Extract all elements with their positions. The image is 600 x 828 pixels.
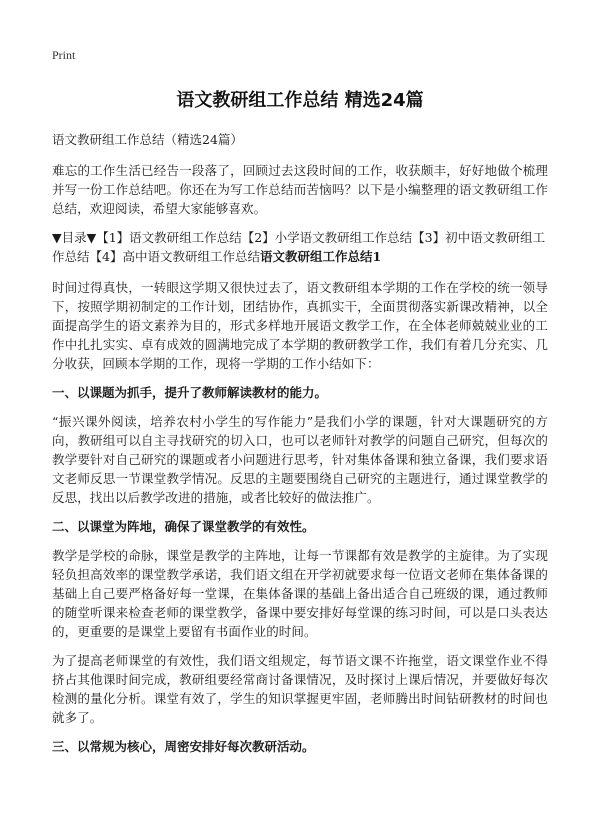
section-2-paragraph-1: 教学是学校的命脉，课堂是教学的主阵地，让每一节课都有效是教学的主旋律。为了实现轻负担高效率的课堂教学承诺，我们语文组在开学初就要求每一位语文老师在集体备课的基础上自己要严格备好每一堂课，在集体备课的基础上备出适合自己班级的课，通过教师的随堂听课来检查老师的课堂教学，备课中要安排好每堂课的练习时间，可以是口头表达的，更重要的是课堂上要留有书面作业的时间。: [52, 548, 548, 639]
toc-item-2[interactable]: 【2】小学语文教研组工作总结: [241, 230, 413, 245]
table-of-contents: [52, 228, 548, 266]
section-heading-2: 二、以课堂为阵地，确保了课堂教学的有效性。: [52, 519, 315, 534]
toc-current-section: 语文教研组工作总结1: [259, 249, 382, 264]
print-link[interactable]: Print: [52, 48, 76, 62]
section-heading-3: 三、以常规为核心，周密安排好每次教研活动。: [52, 739, 315, 754]
toc-item-1[interactable]: 【1】语文教研组工作总结: [96, 230, 242, 245]
article-subtitle: 语文教研组工作总结（精选24篇）: [52, 132, 243, 147]
section-1-paragraph: “振兴课外阅读，培养农村小学生的写作能力”是我们小学的课题，针对大课题研究的方向，教研组可以自主寻找研究的切入口，也可以老师针对教学的问题自己研究，但每次的教学要针对自己研究的课题或者小问题进行思考，针对集体备课和独立备课，我们要求语文老师反思一节课堂教学情况。反思的主题要围绕自己研究的主题进行，通过课堂教学的反思，找出以后教学改进的措施，或者比较好的做法推广。: [52, 414, 548, 505]
intro-paragraph: 难忘的工作生活已经告一段落了，回顾过去这段时间的工作，收获颇丰，好好地做个梳理并写一份工作总结吧。你还在为写工作总结而苦恼吗？以下是小编整理的语文教研组工作总结，欢迎阅读，希望大家能够喜欢。: [52, 163, 548, 216]
toc-item-4[interactable]: 【4】高中语文教研组工作总结: [89, 249, 260, 264]
section-2-paragraph-2: 为了提高老师课堂的有效性，我们语文组规定，每节语文课不许拖堂，语文课堂作业不得挤占其他课时间完成，教研组要经常商讨备课情况，及时探讨上课后情况，并要做好每次检测的量化分析。课堂有效了，学生的知识掌握更牢固，老师腾出时间钻研教材的时间也就多了。: [52, 653, 548, 725]
page-title: 语文教研组工作总结 精选24篇: [176, 90, 424, 111]
toc-prefix: ▼目录▼: [52, 230, 97, 245]
paragraph-overview: 时间过得真快，一转眼这学期又很快过去了，语文教研组本学期的工作在学校的统一领导下，按照学期初制定的工作计划，团结协作，真抓实干，全面贯彻落实新课改精神，以全面提高学生的语文素养为目的，形式多样地开展语文教学工作，在全体老师兢兢业业的工作中扎扎实实、卓有成效的圆满地完成了本学期的教研教学工作，我们有着几分充实、几分收获，回顾本学期的工作，现将一学期的工作小结如下：: [52, 280, 548, 371]
section-heading-1: 一、以课题为抓手，提升了教师解读教材的能力。: [52, 385, 328, 400]
toc-item-3[interactable]: 【3】初中语文教研组工作总结: [52, 230, 546, 264]
